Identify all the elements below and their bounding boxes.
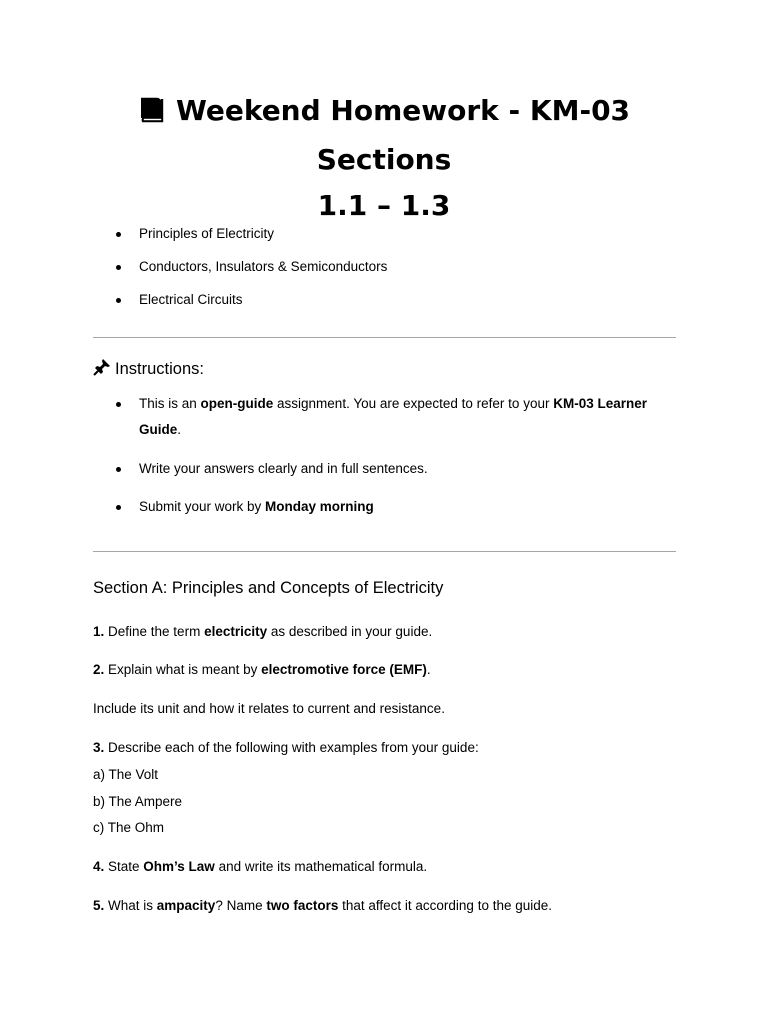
question-number: 5. <box>93 898 105 913</box>
bullet-dot <box>116 467 121 472</box>
question-text: Describe each of the following with examples from your guide: <box>104 740 479 755</box>
question-1 <box>93 624 432 639</box>
question-number: 4. <box>93 859 105 874</box>
question-4 <box>93 859 427 874</box>
question-text: State <box>104 859 144 874</box>
instruction-item-1 <box>139 396 647 411</box>
instruction-item-1-cont <box>139 422 181 437</box>
question-3-item: a) The Volt <box>93 767 159 782</box>
pushpin-icon <box>93 358 111 381</box>
page-title <box>70 88 698 229</box>
bullet-dot <box>116 402 121 407</box>
question-text: as described in your guide. <box>267 624 433 639</box>
question-5 <box>93 898 552 913</box>
book-icon <box>138 91 166 137</box>
topic-item: Principles of Electricity <box>139 226 275 241</box>
instruction-text: assignment. You are expected to refer to your <box>273 396 554 411</box>
question-text: that affect it according to the guide. <box>338 898 552 913</box>
question-number: 2. <box>93 662 105 677</box>
question-2-note: Include its unit and how it relates to current and resistance. <box>93 701 445 716</box>
horizontal-rule <box>93 551 676 552</box>
question-number: 1. <box>93 624 105 639</box>
instruction-item-2: Write your answers clearly and in full sentences. <box>139 461 428 476</box>
question-bold: ampacity <box>156 898 216 913</box>
question-text: . <box>426 662 431 677</box>
question-3-item: c) The Ohm <box>93 820 165 835</box>
bullet-dot <box>116 232 121 237</box>
question-3 <box>93 740 479 755</box>
instruction-bold: KM-03 Learner <box>553 396 647 411</box>
question-2 <box>93 662 431 677</box>
question-number: 3. <box>93 740 105 755</box>
instructions-heading-text: Instructions: <box>115 360 204 378</box>
topic-item: Electrical Circuits <box>139 292 243 307</box>
topic-item: Conductors, Insulators & Semiconductors <box>139 259 388 274</box>
question-text: Define the term <box>104 624 205 639</box>
instruction-bold: open-guide <box>200 396 274 411</box>
question-3-item: b) The Ampere <box>93 794 183 809</box>
question-text: Explain what is meant by <box>104 662 262 677</box>
question-bold: electricity <box>204 624 268 639</box>
question-bold: two factors <box>266 898 339 913</box>
question-bold: electromotive force (EMF) <box>261 662 427 677</box>
title-text-1: Weekend Homework - KM-03 Sections <box>175 94 631 176</box>
section-a-heading: Section A: Principles and Concepts of Electricity <box>93 579 444 597</box>
title-line-2: 1.1 – 1.3 <box>317 189 451 222</box>
instruction-text: . <box>177 422 182 437</box>
title-line-1 <box>70 88 698 183</box>
instruction-text: This is an <box>139 396 201 411</box>
question-text: and write its mathematical formula. <box>214 859 428 874</box>
horizontal-rule <box>93 337 676 338</box>
question-text: What is <box>104 898 157 913</box>
instructions-heading <box>93 358 204 381</box>
instruction-bold: Monday morning <box>265 499 374 514</box>
bullet-dot <box>116 298 121 303</box>
bullet-dot <box>116 505 121 510</box>
question-text: ? Name <box>215 898 267 913</box>
question-bold: Ohm’s Law <box>143 859 215 874</box>
bullet-dot <box>116 265 121 270</box>
instruction-text: Submit your work by <box>139 499 266 514</box>
instruction-item-3 <box>139 499 374 514</box>
instruction-bold: Guide <box>139 422 178 437</box>
